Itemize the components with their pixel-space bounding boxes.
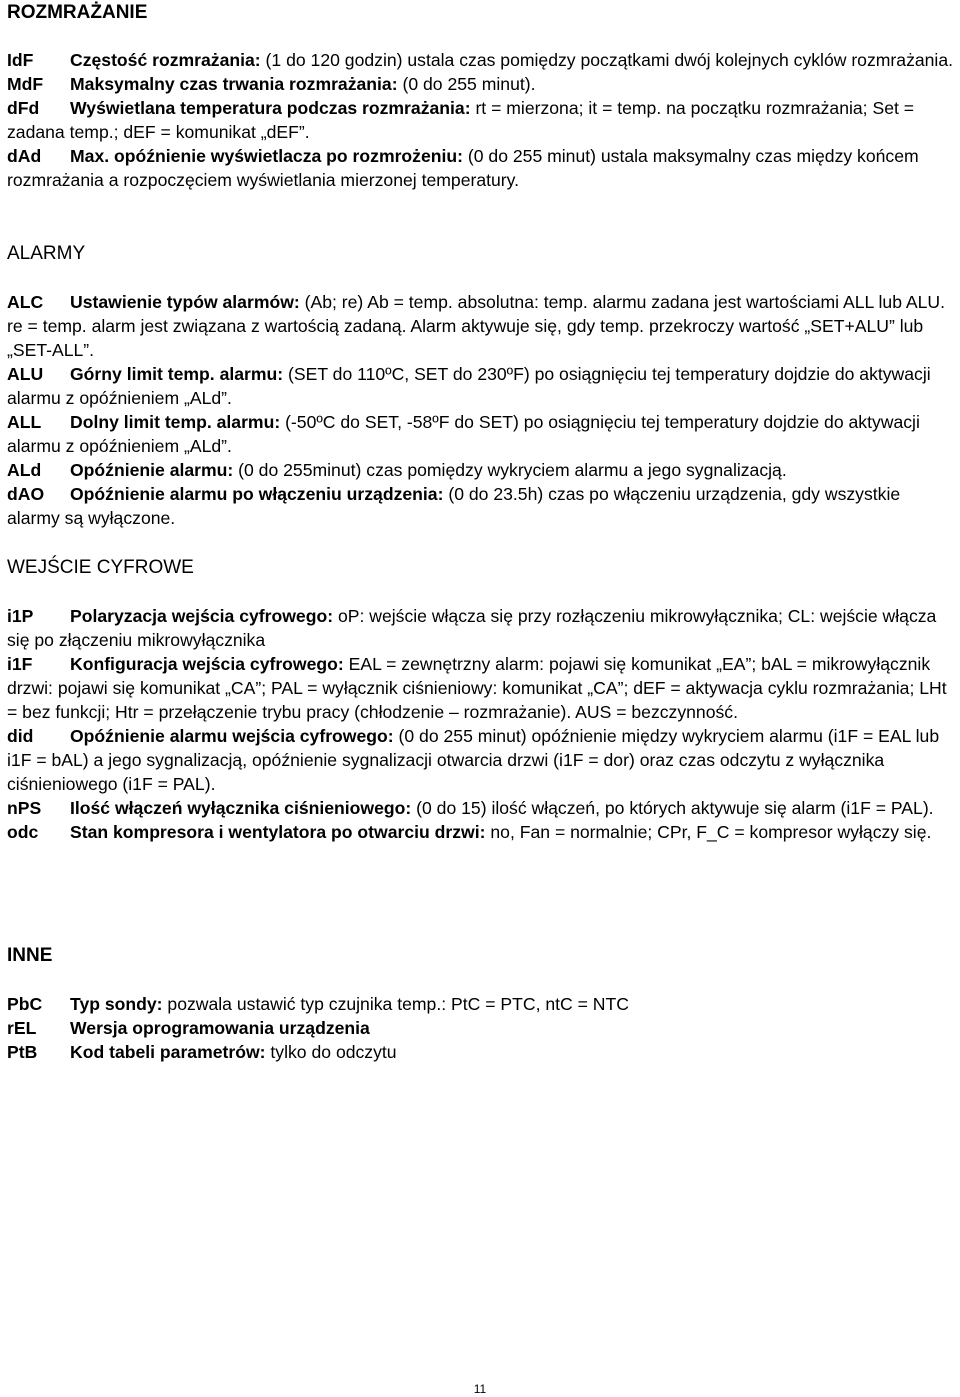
- param-name: Wyświetlana temperatura podczas rozmrażania:: [70, 98, 471, 118]
- param-entry-dfd: [7, 96, 953, 144]
- param-name: Górny limit temp. alarmu:: [70, 364, 284, 384]
- param-name: Ustawienie typów alarmów:: [70, 292, 300, 312]
- param-name: Opóźnienie alarmu wejścia cyfrowego:: [70, 726, 394, 746]
- param-entry-did: [7, 724, 953, 796]
- param-entry-ptb: [7, 1040, 953, 1064]
- alarms-list: [7, 290, 953, 530]
- digital-input-list: [7, 604, 953, 844]
- param-code: dFd: [7, 98, 40, 118]
- param-name: Częstość rozmrażania:: [70, 50, 261, 70]
- section-title-other: INNE: [7, 945, 53, 966]
- param-name: Polaryzacja wejścia cyfrowego:: [70, 606, 334, 626]
- param-entry-rel: [7, 1016, 953, 1040]
- param-entry-all: [7, 410, 953, 458]
- param-description: (0 do 23.5h) czas po włączeniu urządzenia, gdy wszystkie alarmy są wyłączone.: [7, 484, 901, 528]
- param-code: PtB: [7, 1042, 38, 1062]
- param-description: (0 do 15) ilość włączeń, po których aktywuje się alarm (i1F = PAL).: [411, 798, 934, 818]
- param-description: oP: wejście włącza się przy rozłączeniu mikrowyłącznika; CL: wejście włącza się po złączeniu mikrowyłącznika: [7, 606, 937, 650]
- param-description: (1 do 120 godzin) ustala czas pomiędzy początkami dwój kolejnych cyklów rozmrażania.: [260, 50, 954, 70]
- param-name: Konfiguracja wejścia cyfrowego:: [70, 654, 344, 674]
- param-entry-alu: [7, 362, 953, 410]
- param-code: PbC: [7, 994, 43, 1014]
- param-code: ALL: [7, 412, 42, 432]
- param-code: did: [7, 726, 34, 746]
- param-description: (0 do 255 minut).: [397, 74, 536, 94]
- param-entry-i1p: [7, 604, 953, 652]
- param-description: rt = mierzona; it = temp. na początku rozmrażania; Set = zadana temp.; dEF = komunikat „dEF”.: [7, 98, 915, 142]
- param-code: rEL: [7, 1018, 37, 1038]
- param-entry-odc: [7, 820, 953, 844]
- param-name: Typ sondy:: [70, 994, 163, 1014]
- param-entry-idf: [7, 48, 953, 72]
- section-title-digital-input: WEJŚCIE CYFROWE: [7, 557, 194, 578]
- param-code: dAd: [7, 146, 42, 166]
- param-code: MdF: [7, 74, 44, 94]
- param-code: IdF: [7, 50, 34, 70]
- param-code: ALC: [7, 292, 44, 312]
- param-code: odc: [7, 822, 39, 842]
- param-code: ALU: [7, 364, 44, 384]
- param-code: i1F: [7, 654, 33, 674]
- param-entry-ald: [7, 458, 953, 482]
- section-title-alarms: ALARMY: [7, 243, 86, 264]
- param-name: Dolny limit temp. alarmu:: [70, 412, 281, 432]
- param-name: Ilość włączeń wyłącznika ciśnieniowego:: [70, 798, 412, 818]
- param-entry-nps: [7, 796, 953, 820]
- defrost-list: [7, 48, 953, 192]
- param-name: Opóźnienie alarmu po włączeniu urządzenia:: [70, 484, 444, 504]
- param-name: Max. opóźnienie wyświetlacza po rozmrożeniu:: [70, 146, 463, 166]
- param-description: (0 do 255 minut) ustala maksymalny czas między końcem rozmrażania a rozpoczęciem wyświetlania mierzonej temperatury.: [7, 146, 919, 190]
- param-description: pozwala ustawić typ czujnika temp.: PtC = PTC, ntC = NTC: [162, 994, 629, 1014]
- param-entry-dao: [7, 482, 953, 530]
- param-code: dAO: [7, 484, 45, 504]
- section-title-defrost: ROZMRAŻANIE: [7, 2, 148, 23]
- page-number: 11: [473, 1382, 487, 1396]
- param-description: (-50ºC do SET, -58ºF do SET) po osiągnięciu tej temperatury dojdzie do aktywacji alarmu z opóźnieniem „ALd”.: [7, 412, 920, 456]
- param-name: Opóźnienie alarmu:: [70, 460, 234, 480]
- param-name: Stan kompresora i wentylatora po otwarciu drzwi:: [70, 822, 486, 842]
- param-name: Wersja oprogramowania urządzenia: [70, 1018, 370, 1038]
- param-code: ALd: [7, 460, 42, 480]
- param-description: EAL = zewnętrzny alarm: pojawi się komunikat „EA”; bAL = mikrowyłącznik drzwi: pojawi się komunikat „CA”; PAL = wyłącznik ciśnieniowy: komunikat „CA”; dEF = aktywacja cyklu rozmrażania; LHt = bez funkcji; Htr = przełączenie trybu pracy (chłodzenie – rozmrażanie). AUS = bezczynność.: [7, 654, 947, 722]
- param-description: tylko do odczytu: [265, 1042, 397, 1062]
- param-description: (Ab; re) Ab = temp. absolutna: temp. alarmu zadana jest wartościami ALL lub ALU. re = temp. alarm jest związana z wartością zadaną. Alarm aktywuje się, gdy temp. przekroczy wartość „SET+ALU” lub „SET-ALL”.: [7, 292, 946, 360]
- param-entry-pbc: [7, 992, 953, 1016]
- param-description: (SET do 110ºC, SET do 230ºF) po osiągnięciu tej temperatury dojdzie do aktywacji alarmu z opóźnieniem „ALd”.: [7, 364, 931, 408]
- param-entry-mdf: [7, 72, 953, 96]
- param-description: no, Fan = normalnie; CPr, F_C = kompresor wyłączy się.: [485, 822, 932, 842]
- param-name: Maksymalny czas trwania rozmrażania:: [70, 74, 398, 94]
- param-entry-dad: [7, 144, 953, 192]
- param-code: i1P: [7, 606, 34, 626]
- param-code: nPS: [7, 798, 42, 818]
- param-description: (0 do 255 minut) opóźnienie między wykryciem alarmu (i1F = EAL lub i1F = bAL) a jego sygnalizacją, opóźnienie sygnalizacji otwarcia drzwi (i1F = dor) oraz czas odczytu z wyłącznika ciśnieniowego (i1F = PAL).: [7, 726, 940, 794]
- param-entry-alc: [7, 290, 953, 362]
- param-entry-i1f: [7, 652, 953, 724]
- other-list: [7, 992, 953, 1064]
- param-name: Kod tabeli parametrów:: [70, 1042, 266, 1062]
- param-description: (0 do 255minut) czas pomiędzy wykryciem alarmu a jego sygnalizacją.: [233, 460, 787, 480]
